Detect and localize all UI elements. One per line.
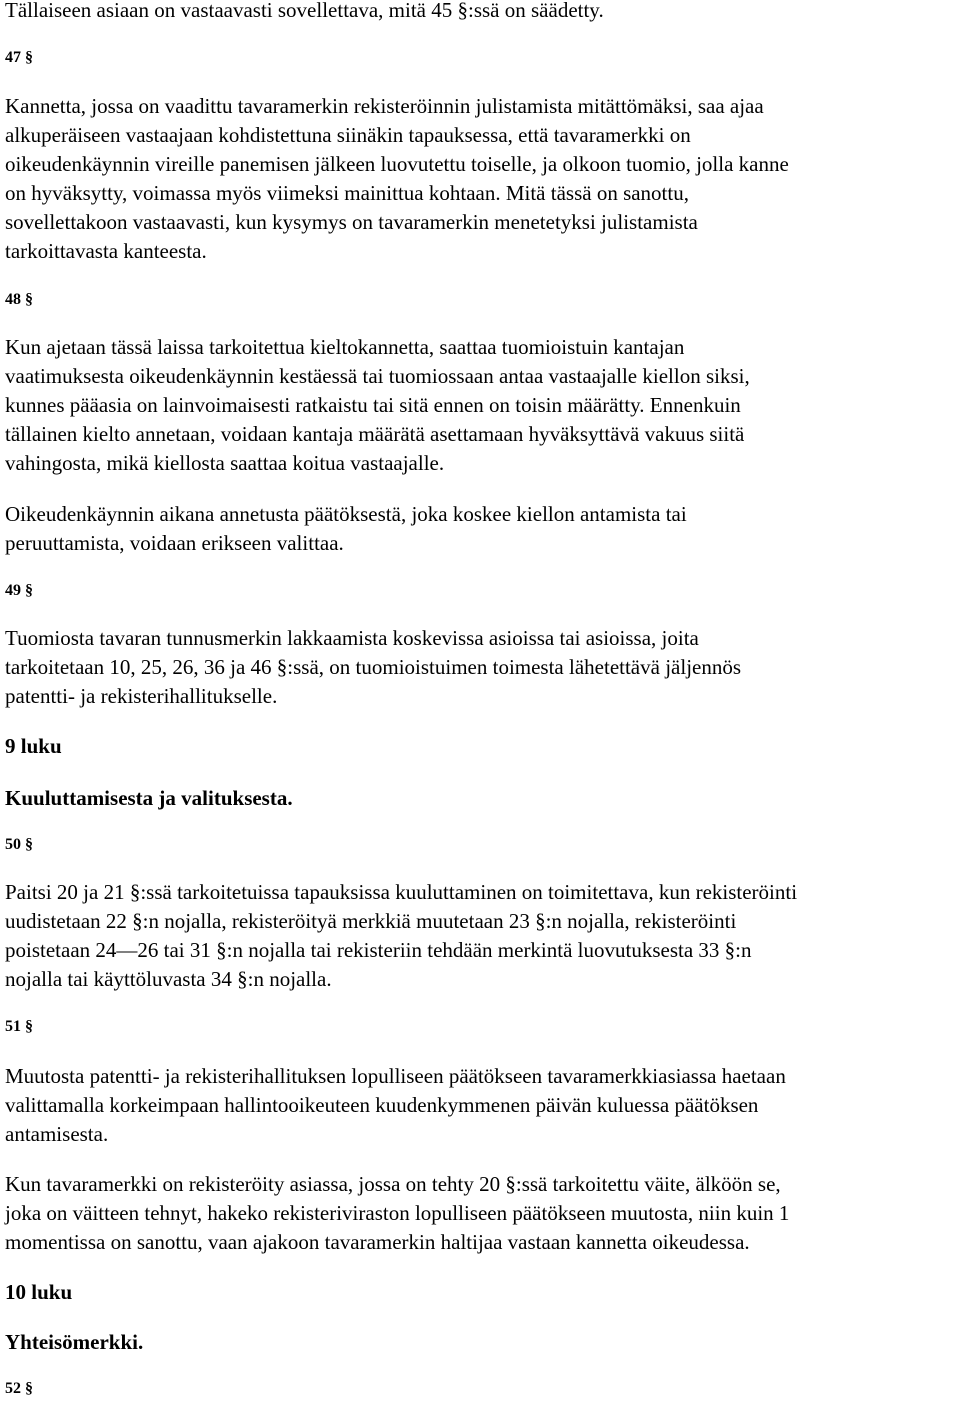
chapter-9-number: 9 luku <box>5 734 62 758</box>
section-47-label: 47 § <box>5 49 33 66</box>
text-line: tarkoittavasta kanteesta. <box>5 239 207 263</box>
chapter-10-number: 10 luku <box>5 1280 73 1304</box>
text-line: valittamalla korkeimpaan hallintooikeuteen kuudenkymmenen päivän kuluessa päätöksen <box>5 1093 759 1117</box>
text-line: Muutosta patentti- ja rekisterihallituksen lopulliseen päätökseen tavaramerkkiasiassa haetaan <box>5 1064 786 1088</box>
text-line: tällainen kielto annetaan, voidaan kantaja määrätä asettamaan hyväksyttävä vakuus siitä <box>5 422 745 446</box>
text-line: alkuperäiseen vastaajaan kohdistettuna siinäkin tapauksessa, että tavaramerkki on <box>5 123 691 147</box>
text-line: sovellettakoon vastaavasti, kun kysymys on tavaramerkin menetetyksi julistamista <box>5 210 698 234</box>
text-line: antamisesta. <box>5 1122 109 1146</box>
intro-paragraph: Tällaiseen asiaan on vastaavasti sovellettava, mitä 45 §:ssä on säädetty. <box>5 0 604 22</box>
text-line: vaatimuksesta oikeudenkäynnin kestäessä tai tuomiossaan antaa vastaajalle kiellon siksi, <box>5 364 750 388</box>
text-line: oikeudenkäynnin vireille panemisen jälkeen luovutettu toiselle, ja olkoon tuomio, jolla kanne <box>5 152 789 176</box>
text-line: uudistetaan 22 §:n nojalla, rekisteröityä merkkiä muutetaan 23 §:n nojalla, rekisteröinti <box>5 909 737 933</box>
text-line: on hyväksytty, voimassa myös viimeksi mainittua kohtaan. Mitä tässä on sanottu, <box>5 181 689 205</box>
text-line: joka on väitteen tehnyt, hakeko rekisteriviraston lopulliseen päätökseen muutosta, niin kuin 1 <box>5 1201 790 1225</box>
text-line: nojalla tai käyttöluvasta 34 §:n nojalla. <box>5 967 332 991</box>
text-line: patentti- ja rekisterihallitukselle. <box>5 684 278 708</box>
chapter-10-title: Yhteisömerkki. <box>5 1330 144 1354</box>
section-51-label: 51 § <box>5 1018 33 1035</box>
text-line: tarkoitetaan 10, 25, 26, 36 ja 46 §:ssä, on tuomioistuimen toimesta lähetettävä jäljennös <box>5 655 742 679</box>
text-line: kunnes pääasia on lainvoimaisesti ratkaistu tai sitä ennen on toisin määrätty. Ennenkuin <box>5 393 741 417</box>
section-48-label: 48 § <box>5 291 33 308</box>
chapter-9-title: Kuuluttamisesta ja valituksesta. <box>5 786 293 810</box>
section-50-label: 50 § <box>5 836 33 853</box>
text-line: vahingosta, mikä kiellosta saattaa koitua vastaajalle. <box>5 451 445 475</box>
text-line: Paitsi 20 ja 21 §:ssä tarkoitetuissa tapauksissa kuuluttaminen on toimitettava, kun rekisteröinti <box>5 880 798 904</box>
section-49-label: 49 § <box>5 582 33 599</box>
text-line: momentissa on sanottu, vaan ajakoon tavaramerkin haltijaa vastaan kannetta oikeudessa. <box>5 1230 750 1254</box>
text-line: poistetaan 24—26 tai 31 §:n nojalla tai rekisteriin tehdään merkintä luovutuksesta 33 §:n <box>5 938 752 962</box>
section-52-label: 52 § <box>5 1380 33 1397</box>
text-line: Kun tavaramerkki on rekisteröity asiassa, jossa on tehty 20 §:ssä tarkoitettu väite, älköön se, <box>5 1172 781 1196</box>
text-line: Kannetta, jossa on vaadittu tavaramerkin rekisteröinnin julistamista mitättömäksi, saa ajaa <box>5 94 764 118</box>
text-line: Tuomiosta tavaran tunnusmerkin lakkaamista koskevissa asioissa tai asioissa, joita <box>5 626 699 650</box>
text-line: Oikeudenkäynnin aikana annetusta päätöksestä, joka koskee kiellon antamista tai <box>5 502 687 526</box>
text-line: peruuttamista, voidaan erikseen valittaa. <box>5 531 344 555</box>
text-line: Kun ajetaan tässä laissa tarkoitettua kieltokannetta, saattaa tuomioistuin kantajan <box>5 335 685 359</box>
